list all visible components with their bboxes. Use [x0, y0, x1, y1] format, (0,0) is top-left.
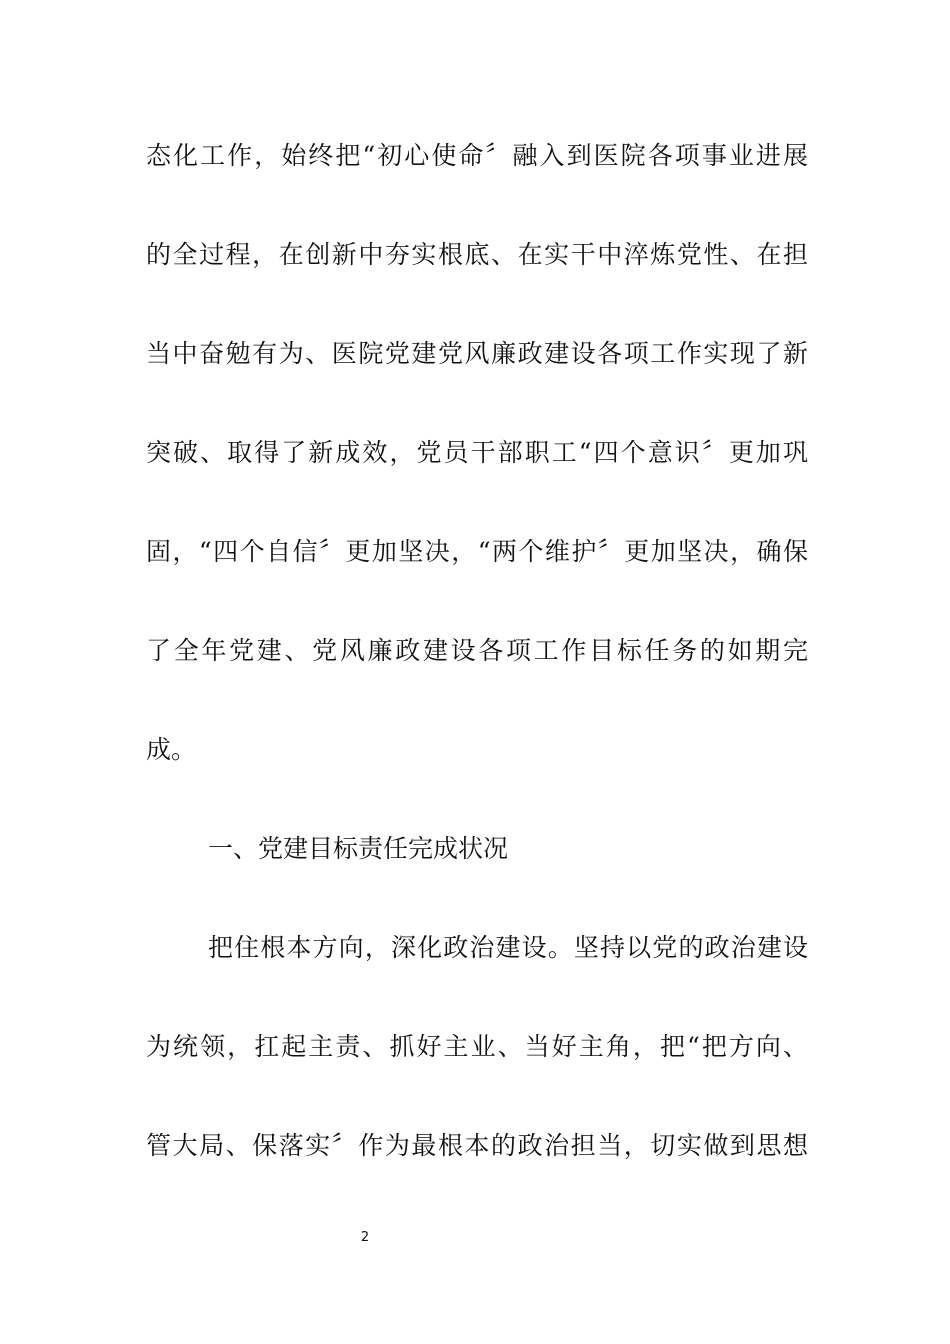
body-text-line: 把住根本方向，深化政治建设。坚持以党的政治建设	[208, 933, 808, 962]
body-text-line: 突破、取得了新成效，党员干部职工“四个意识〞更加巩	[146, 438, 808, 467]
body-text-line: 固，“四个自信〞更加坚决，“两个维护〞更加坚决，确保	[146, 537, 808, 566]
page-number: 2	[360, 1230, 370, 1245]
body-text-line: 管大局、保落实〞作为最根本的政治担当，切实做到思想	[146, 1131, 808, 1160]
body-text-line: 的全过程，在创新中夯实根底、在实干中淬炼党性、在担	[146, 240, 808, 269]
body-text-line: 态化工作，始终把“初心使命〞融入到医院各项事业进展	[146, 141, 808, 170]
section-heading: 一、党建目标责任完成状况	[208, 834, 509, 863]
body-text-line: 当中奋勉有为、医院党建党风廉政建设各项工作实现了新	[146, 339, 808, 368]
body-text-line: 成。	[146, 735, 197, 764]
body-text-line: 了全年党建、党风廉政建设各项工作目标任务的如期完	[146, 636, 808, 665]
body-text-line: 为统领，扛起主责、抓好主业、当好主角，把“把方向、	[146, 1032, 808, 1061]
